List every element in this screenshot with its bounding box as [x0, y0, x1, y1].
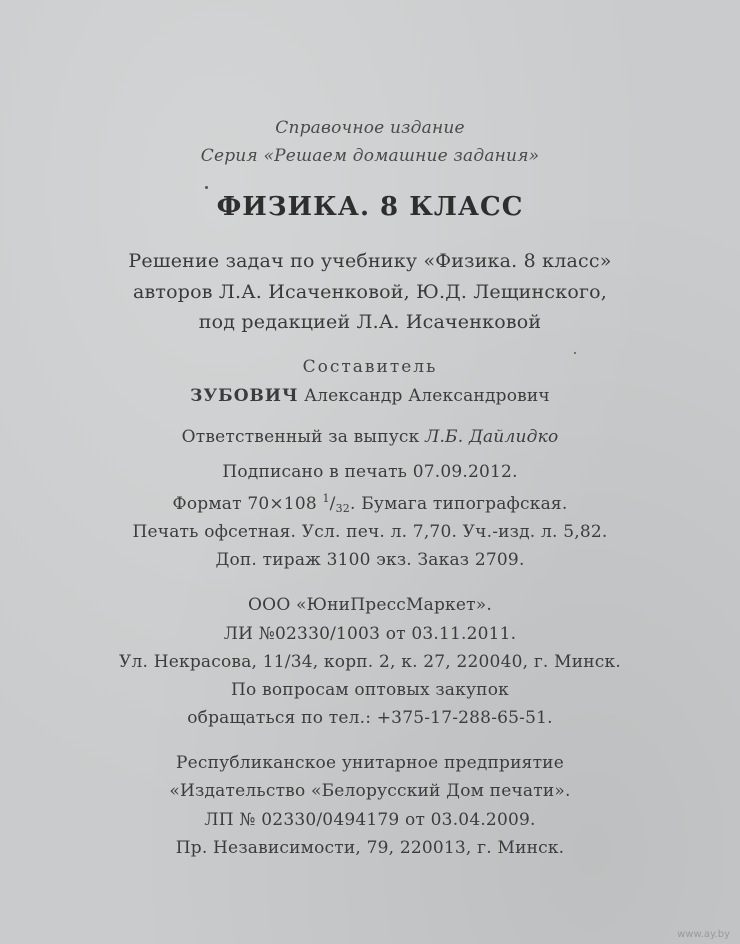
subtitle-line-1: Решение задач по учебнику «Физика. 8 класс» — [128, 250, 612, 272]
compiler-name — [0, 386, 740, 406]
format-prefix: Формат 70×108 — [172, 494, 317, 514]
wholesale-inquiries: По вопросам оптовых закупок — [231, 680, 509, 700]
format-denominator: 32 — [335, 502, 351, 515]
publisher-phone: обращаться по тел.: +375-17-288-65-51. — [187, 708, 553, 728]
reference-edition-label: Справочное издание — [275, 118, 465, 138]
format-numerator: 1 — [322, 492, 330, 505]
book-title: ФИЗИКА. 8 КЛАСС — [216, 192, 524, 222]
series-name: Серия «Решаем домашние задания» — [200, 146, 540, 166]
printer-license: ЛП № 02330/0494179 от 03.04.2009. — [204, 810, 536, 830]
responsible-label: Ответственный за выпуск — [181, 427, 420, 447]
compiler-surname: ЗУБОВИЧ — [190, 386, 299, 406]
format-slash: / — [329, 494, 336, 514]
subtitle-line-3: под редакцией Л.А. Исаченковой — [198, 311, 542, 333]
printer-name: «Издательство «Белорусский Дом печати». — [169, 781, 571, 801]
compiler-given-names: Александр Александрович — [304, 386, 550, 406]
publisher-name: ООО «ЮниПрессМаркет». — [248, 595, 492, 615]
speck-mark — [205, 186, 208, 189]
print-run: Доп. тираж 3100 экз. Заказ 2709. — [215, 550, 525, 570]
printer-address: Пр. Независимости, 79, 220013, г. Минск. — [175, 838, 565, 858]
signed-to-print: Подписано в печать 07.09.2012. — [222, 462, 518, 482]
publisher-license: ЛИ №02330/1003 от 03.11.2011. — [223, 624, 517, 644]
subtitle-line-2: авторов Л.А. Исаченковой, Ю.Д. Лещинского, — [133, 281, 607, 303]
printer-type: Республиканское унитарное предприятие — [176, 753, 564, 773]
speck-mark — [574, 352, 576, 354]
publisher-address: Ул. Некрасова, 11/34, корп. 2, к. 27, 220040, г. Минск. — [119, 652, 621, 672]
site-watermark: www.ay.by — [677, 929, 730, 940]
format-line — [0, 492, 740, 515]
printing-details: Печать офсетная. Усл. печ. л. 7,70. Уч.-изд. л. 5,82. — [132, 522, 608, 542]
responsible-line — [0, 427, 740, 447]
format-suffix: . Бумага типографская. — [350, 494, 568, 514]
responsible-name: Л.Б. Дайлидко — [425, 427, 559, 447]
compiler-label: Составитель — [302, 357, 438, 377]
